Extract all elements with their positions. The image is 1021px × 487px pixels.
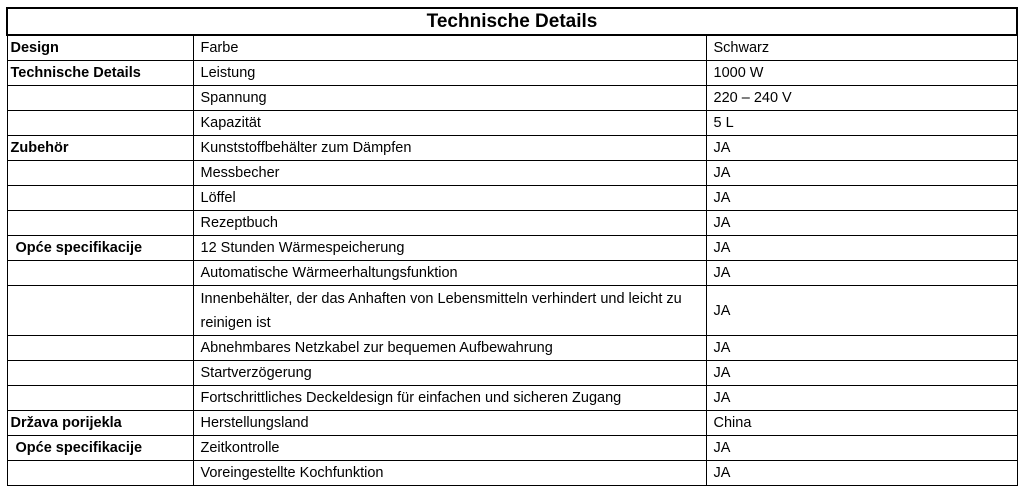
feature-cell: Abnehmbares Netzkabel zur bequemen Aufbewahrung bbox=[193, 336, 706, 361]
feature-cell: Leistung bbox=[193, 61, 706, 86]
feature-cell: Messbecher bbox=[193, 161, 706, 186]
table-row bbox=[7, 436, 1017, 461]
category-cell bbox=[7, 261, 193, 286]
value-cell: JA bbox=[706, 136, 1017, 161]
value-cell: JA bbox=[706, 461, 1017, 486]
category-cell bbox=[7, 161, 193, 186]
table-row bbox=[7, 236, 1017, 261]
feature-cell: Kunststoffbehälter zum Dämpfen bbox=[193, 136, 706, 161]
feature-cell: Innenbehälter, der das Anhaften von Lebensmitteln verhindert und leicht zu reinigen ist bbox=[193, 286, 706, 336]
feature-cell: Fortschrittliches Deckeldesign für einfachen und sicheren Zugang bbox=[193, 386, 706, 411]
category-cell bbox=[7, 386, 193, 411]
value-cell: JA bbox=[706, 211, 1017, 236]
table-row bbox=[7, 461, 1017, 486]
value-cell: JA bbox=[706, 386, 1017, 411]
value-cell: JA bbox=[706, 336, 1017, 361]
category-cell: Technische Details bbox=[7, 61, 193, 86]
category-cell bbox=[7, 211, 193, 236]
feature-cell: Herstellungsland bbox=[193, 411, 706, 436]
feature-cell: Kapazität bbox=[193, 111, 706, 136]
spec-sheet bbox=[6, 7, 1016, 483]
category-cell bbox=[7, 361, 193, 386]
value-cell: China bbox=[706, 411, 1017, 436]
table-row bbox=[7, 61, 1017, 86]
table-row bbox=[7, 86, 1017, 111]
table-row bbox=[7, 35, 1017, 61]
feature-cell: Startverzögerung bbox=[193, 361, 706, 386]
table-row bbox=[7, 386, 1017, 411]
category-cell bbox=[7, 86, 193, 111]
table-row bbox=[7, 361, 1017, 386]
feature-cell: Voreingestellte Kochfunktion bbox=[193, 461, 706, 486]
table-row bbox=[7, 211, 1017, 236]
value-cell: 5 L bbox=[706, 111, 1017, 136]
feature-cell: Farbe bbox=[193, 35, 706, 61]
table-title: Technische Details bbox=[7, 8, 1017, 35]
table-row bbox=[7, 161, 1017, 186]
title-row bbox=[7, 8, 1017, 35]
feature-cell: 12 Stunden Wärmespeicherung bbox=[193, 236, 706, 261]
category-cell: Design bbox=[7, 35, 193, 61]
category-cell bbox=[7, 336, 193, 361]
spec-table bbox=[6, 7, 1018, 486]
feature-cell: Zeitkontrolle bbox=[193, 436, 706, 461]
value-cell: JA bbox=[706, 286, 1017, 336]
category-cell bbox=[7, 286, 193, 336]
table-row bbox=[7, 261, 1017, 286]
feature-cell: Spannung bbox=[193, 86, 706, 111]
category-cell: Opće specifikacije bbox=[7, 236, 193, 261]
table-row bbox=[7, 186, 1017, 211]
value-cell: JA bbox=[706, 361, 1017, 386]
value-cell: JA bbox=[706, 261, 1017, 286]
table-row bbox=[7, 111, 1017, 136]
table-row bbox=[7, 286, 1017, 336]
value-cell: JA bbox=[706, 161, 1017, 186]
feature-cell: Rezeptbuch bbox=[193, 211, 706, 236]
category-cell: Zubehör bbox=[7, 136, 193, 161]
value-cell: JA bbox=[706, 186, 1017, 211]
value-cell: JA bbox=[706, 436, 1017, 461]
category-cell bbox=[7, 186, 193, 211]
table-row bbox=[7, 411, 1017, 436]
value-cell: JA bbox=[706, 236, 1017, 261]
feature-cell: Löffel bbox=[193, 186, 706, 211]
table-row bbox=[7, 136, 1017, 161]
value-cell: 1000 W bbox=[706, 61, 1017, 86]
category-cell: Opće specifikacije bbox=[7, 436, 193, 461]
value-cell: Schwarz bbox=[706, 35, 1017, 61]
category-cell: Država porijekla bbox=[7, 411, 193, 436]
category-cell bbox=[7, 461, 193, 486]
table-row bbox=[7, 336, 1017, 361]
category-cell bbox=[7, 111, 193, 136]
value-cell: 220 – 240 V bbox=[706, 86, 1017, 111]
feature-cell: Automatische Wärmeerhaltungsfunktion bbox=[193, 261, 706, 286]
